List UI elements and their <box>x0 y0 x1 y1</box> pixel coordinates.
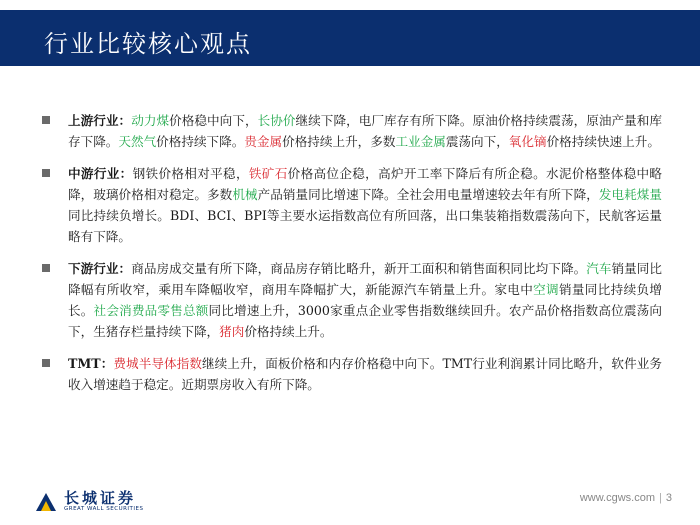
item-label: TMT： <box>68 356 114 371</box>
item-text <box>68 113 662 149</box>
item-text <box>68 356 662 392</box>
highlighted-term: 天然气 <box>118 134 157 149</box>
text-segment: 价格持续上升。 <box>244 324 333 339</box>
highlighted-term: 猪肉 <box>219 324 245 339</box>
header <box>0 0 700 74</box>
highlighted-term: 长协价 <box>257 113 296 128</box>
item-paragraph <box>68 258 662 342</box>
list-item <box>42 353 662 395</box>
company-logo <box>34 487 184 519</box>
footer-separator: | <box>659 492 662 504</box>
highlighted-term: 工业金属 <box>395 134 446 149</box>
item-label: 上游行业： <box>68 113 132 128</box>
text-segment: 销量同比降幅有所收窄，乘用车降幅收窄，商用车降幅扩大，新能源汽车销量上升。家电中 <box>68 261 663 297</box>
text-segment: 价格持续下降。 <box>156 134 245 149</box>
great-wall-logo-icon <box>34 489 58 513</box>
text-segment: 商品房成交量有所下降，商品房存销比略升，新开工面积和销售面积同比均下降。 <box>131 261 587 276</box>
highlighted-term: 氧化镝 <box>508 134 547 149</box>
item-paragraph <box>68 110 662 152</box>
square-bullet-icon <box>42 264 50 272</box>
content-list <box>42 110 662 406</box>
text-segment: 销量同比持续负增长。 <box>68 282 663 318</box>
text-segment: 钢铁价格相对平稳， <box>132 166 249 181</box>
text-segment: 震荡向下， <box>445 134 509 149</box>
highlighted-term: 社会消费品零售总额 <box>93 303 209 318</box>
text-segment: 继续下降，电厂库存有所下降。原油价格持续震荡，原油产量和库存下降。 <box>68 113 663 149</box>
text-segment: 价格稳中向下， <box>169 113 258 128</box>
list-item <box>42 163 662 247</box>
list-item <box>42 110 662 152</box>
square-bullet-icon <box>42 359 50 367</box>
text-segment: 产品销量同比增速下降。全社会用电量增速较去年有所下降， <box>257 187 599 202</box>
item-paragraph <box>68 353 662 395</box>
text-segment: 同比增速上升，3000家重点企业零售指数继续回升。农产品价格指数高位震荡向下，生猪存栏量持续下降， <box>68 303 663 339</box>
highlighted-term: 发电耗煤量 <box>598 187 663 202</box>
page-title: 行业比较核心观点 <box>44 30 252 58</box>
text-segment: 价格高位企稳，高炉开工率下降后有所企稳。水泥价格整体稳中略降，玻璃价格相对稳定。多数 <box>68 166 663 202</box>
website-link[interactable]: www.cgws.com <box>579 492 656 504</box>
text-segment: 同比持续负增长。BDI、BCI、BPI等主要水运指数高位有所回落，出口集装箱指数震荡向下，民航客运量略有下降。 <box>68 208 662 244</box>
item-text <box>68 261 662 339</box>
item-label: 下游行业： <box>68 261 132 276</box>
highlighted-term: 贵金属 <box>244 134 283 149</box>
page-number: 3 <box>665 492 672 504</box>
list-item <box>42 258 662 342</box>
highlighted-term: 空调 <box>533 282 559 297</box>
item-label: 中游行业： <box>68 166 133 181</box>
highlighted-term: 机械 <box>232 187 258 202</box>
highlighted-term: 铁矿石 <box>248 166 288 181</box>
item-text <box>68 166 662 244</box>
text-segment: 继续上升，面板价格和内存价格稳中向下。TMT行业利润累计同比略升，软件业务收入增速趋于稳定。近期票房收入有所下降。 <box>68 356 662 392</box>
logo-chinese-name: 长城证券 <box>64 489 137 507</box>
square-bullet-icon <box>42 169 50 177</box>
footer-info <box>580 492 672 504</box>
highlighted-term: 费城半导体指数 <box>113 356 202 371</box>
item-paragraph <box>68 163 662 247</box>
square-bullet-icon <box>42 116 50 124</box>
highlighted-term: 汽车 <box>586 261 612 276</box>
text-segment: 价格持续上升，多数 <box>282 134 396 149</box>
logo-english-name: GREAT WALL SECURITIES <box>64 506 144 512</box>
title-bar <box>0 10 700 66</box>
text-segment: 价格持续快速上升。 <box>546 134 660 149</box>
highlighted-term: 动力煤 <box>131 113 170 128</box>
